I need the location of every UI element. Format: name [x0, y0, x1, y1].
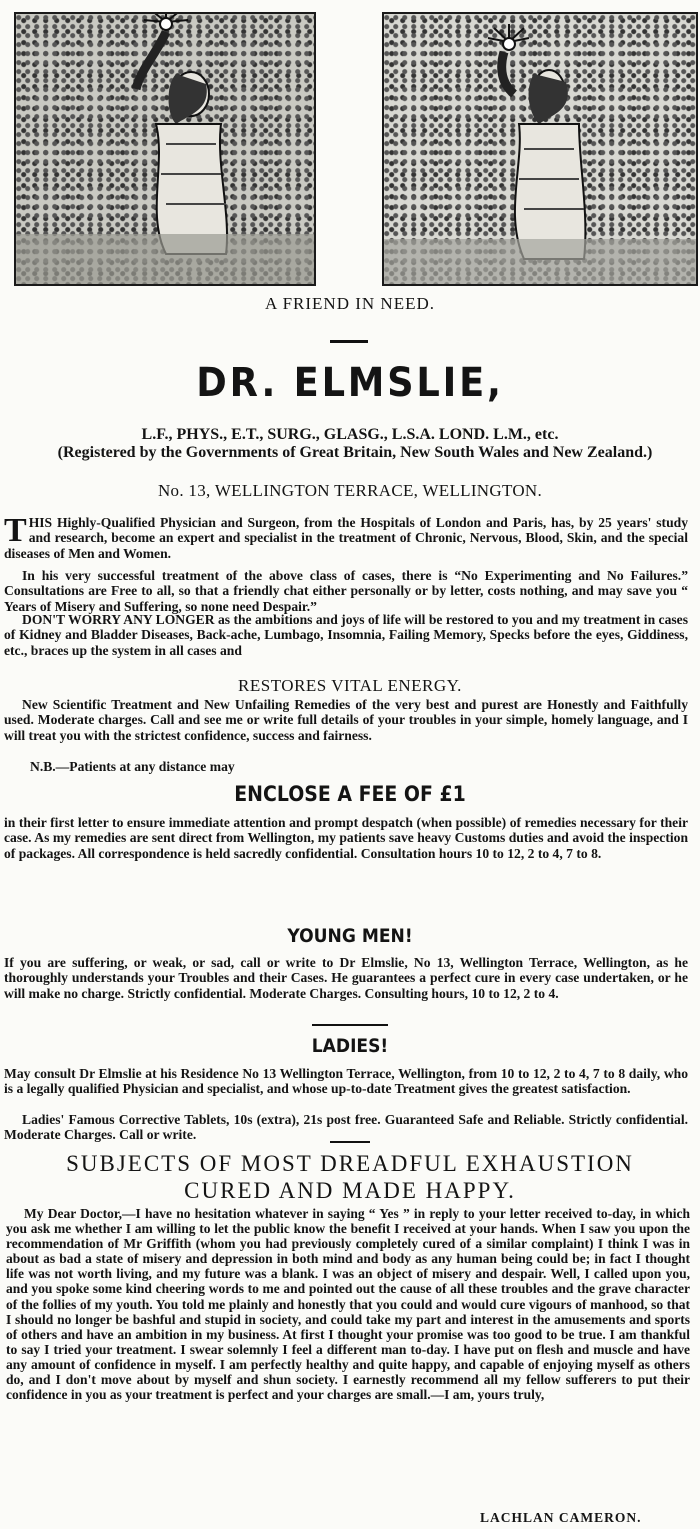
restores-heading: RESTORES VITAL ENERGY. [238, 676, 462, 695]
signature: LACHLAN CAMERON. [480, 1510, 642, 1525]
doctor-name: DR. ELMSLIE, [196, 360, 504, 406]
woman-with-star-illustration [384, 14, 696, 284]
woman-with-star-illustration [16, 14, 314, 284]
address: No. 13, WELLINGTON TERRACE, WELLINGTON. [157, 481, 543, 500]
tablets-paragraph: Ladies' Famous Corrective Tablets, 10s (extra), 21s post free. Guaranteed Safe and Reliable. Strictly confidential. Moderate Charges. Call or write. [4, 1112, 688, 1143]
divider [330, 340, 368, 343]
young-men-heading: YOUNG MEN! [287, 925, 413, 947]
testimonial-heading-line-1: SUBJECTS OF MOST DREADFUL EXHAUSTION [66, 1151, 634, 1176]
divider [330, 1141, 370, 1143]
enclose-fee-heading: ENCLOSE A FEE OF £1 [234, 782, 466, 806]
new-treatment-paragraph: New Scientific Treatment and New Unfailing Remedies of the very best and purest are Honestly and Faithfully used. Moderate charges. Call and see me or write full details of your troubles in your simple, homely language, and I will treat you with the strictest confidence, success and fairness. [4, 697, 688, 743]
divider [312, 1024, 388, 1026]
ladies-heading: LADIES! [311, 1035, 389, 1057]
engraving-right [382, 12, 698, 286]
drop-cap: T [4, 512, 27, 549]
registration-note: (Registered by the Governments of Great Britain, New South Wales and New Zealand.) [57, 444, 653, 461]
engraving-left [14, 12, 316, 286]
nb-note: N.B.—Patients at any distance may [30, 759, 235, 774]
enclose-fee-paragraph: in their first letter to ensure immediate attention and prompt despatch (when possible) of remedies necessary for their case. As my remedies are sent direct from Wellington, my patients save heavy Customs duties and avoid the inspection of packages. All correspondence is held sacredly confidential. Consultation hours 10 to 12, 2 to 4, 7 to 8. [4, 815, 688, 861]
ladies-paragraph: May consult Dr Elmslie at his Residence No 13 Wellington Terrace, Wellington, from 10 to 12, 2 to 4, 7 to 8 daily, who is a legally qualified Physician and specialist, and whose up-to-date Treatment gives the greatest satisfaction. [4, 1066, 688, 1097]
credentials: L.F., PHYS., E.T., SURG., GLASG., L.S.A. LOND. L.M., etc. [141, 426, 559, 443]
headline: A FRIEND IN NEED. [265, 294, 435, 313]
testimonial-letter: My Dear Doctor,—I have no hesitation whatever in saying “ Yes ” in reply to your letter received to-day, in which you ask me whether I am willing to let the public know the benefit I received at your hands. When I saw you upon the recommendation of Mr Griffith (whom you had previously completely cured of a similar complaint) I think I was in about as bad a state of misery and depression in both mind and body as any human being could be; in fact I thought life was not worth living, and my future was a blank. I was an object of misery and despair. Well, I called upon you, and you spoke some kind cheering words to me and pointed out the cause of all these troubles and the grave character of the follies of my youth. You told me plainly and honestly that you could and would cure vigours of manhood, so that I should no longer be bashful and stupid in society, and could take my part and interest in the amusements and sports of others and have an ambition in my business. At first I thought your promise was too good to be true. I am thankful to say I tried your treatment. I swear solemnly I feel a different man to-day. I have put on flesh and muscle and have any amount of confidence in myself. I am perfectly healthy and quite happy, and capable of enjoying myself as others do, and I don't move about by myself and shun society. I earnestly recommend all my fellow sufferers to put their confidence in you as your treatment is perfect and your charges are small.—I am, yours truly, [6, 1206, 690, 1403]
intro-paragraph [4, 512, 688, 561]
intro-text: HIS Highly-Qualified Physician and Surgeon, from the Hospitals of London and Paris, has, by 25 years' study and research, become an expert and specialist in the treatment of Chronic, Nervous, Blood, Skin, and the special diseases of Men and Women. [4, 515, 688, 561]
young-men-paragraph: If you are suffering, or weak, or sad, call or write to Dr Elmslie, No 13, Wellington Terrace, Wellington, as he thoroughly understands your Troubles and their Cases. He guarantees a perfect cure in every case undertaken, or he will make no charge. Strictly confidential. Moderate Charges. Consulting hours, 10 to 12, 2 to 4. [4, 955, 688, 1001]
testimonial-heading-line-2: CURED AND MADE HAPPY. [184, 1178, 516, 1203]
success-paragraph: In his very successful treatment of the above class of cases, there is “No Experimenting and No Failures.” Consultations are Free to all, so that a friendly chat either personally or by letter, costs nothing, and may save you “ Years of Misery and Suffering, so none need Despair.” [4, 568, 688, 614]
dont-worry-paragraph: DON'T WORRY ANY LONGER as the ambitions and joys of life will be restored to you and my treatment in cases of Kidney and Bladder Diseases, Back-ache, Lumbago, Insomnia, Failing Memory, Specks before the eyes, Giddiness, etc., braces up the system in all cases and [4, 612, 688, 658]
